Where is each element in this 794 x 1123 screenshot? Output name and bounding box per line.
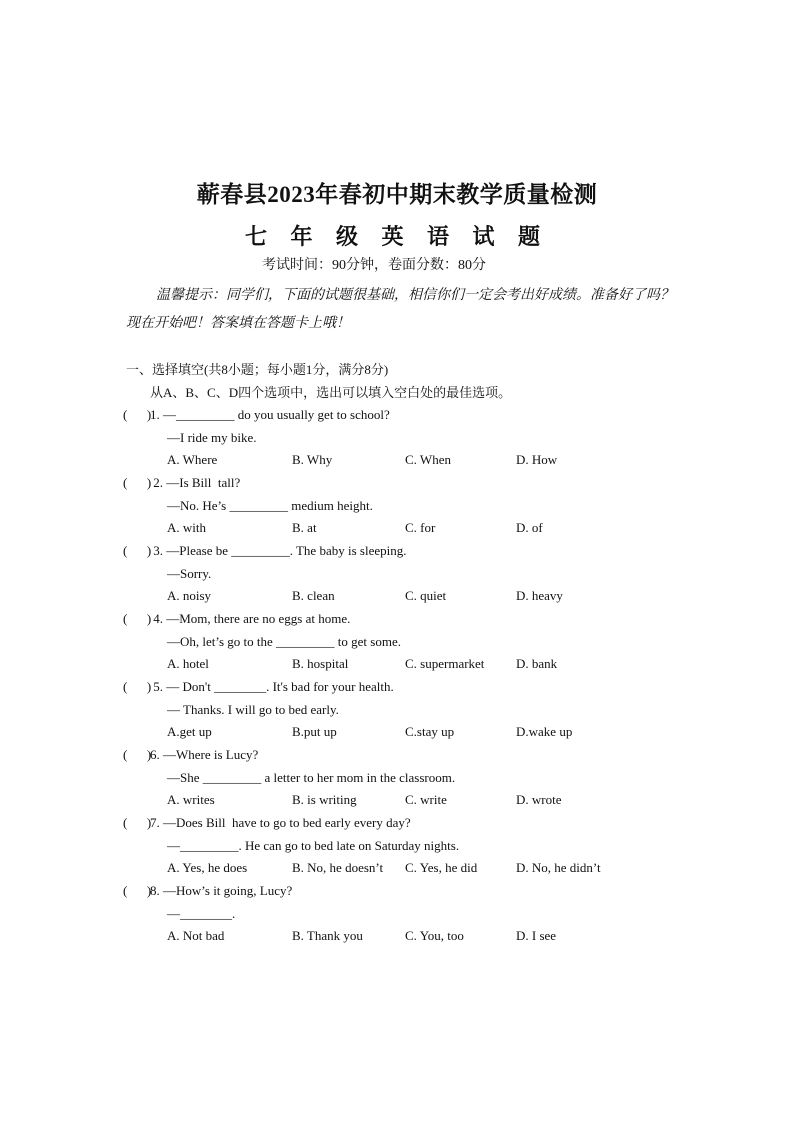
exam-title: 蕲春县2023年春初中期末教学质量检测 xyxy=(196,182,598,207)
answer-bracket: ( ) xyxy=(123,611,152,626)
answer-option: A. Where xyxy=(167,452,218,467)
answer-bracket: ( ) xyxy=(123,475,152,490)
answer-option: A. Not bad xyxy=(167,928,225,943)
question-stem: 4. —Mom, there are no eggs at home. xyxy=(150,611,351,626)
answer-option: C. write xyxy=(405,792,447,807)
answer-option: B. Thank you xyxy=(292,928,363,943)
answer-option: A. noisy xyxy=(167,588,212,603)
answer-option: A.get up xyxy=(167,724,212,739)
question-reply: —Oh, let’s go to the _________ to get some. xyxy=(167,633,401,649)
answer-option: C. Yes, he did xyxy=(405,860,478,875)
section-instruction: 从A、B、C、D四个选项中，选出可以填入空白处的最佳选项。 xyxy=(150,385,512,400)
answer-option: A. writes xyxy=(167,792,215,807)
question-reply: —I ride my bike. xyxy=(167,429,257,445)
warm-tip: 温馨提示：同学们，下面的试题很基础，相信你们一定会考出好成绩。准备好了吗？现在开始吧！答案填在答题卡上哦！ xyxy=(126,288,674,331)
question-reply: — Thanks. I will go to bed early. xyxy=(167,701,339,717)
answer-option: D. wrote xyxy=(516,792,562,807)
answer-option: B. clean xyxy=(292,588,335,603)
question-stem: 1. —_________ do you usually get to school? xyxy=(150,407,390,422)
answer-option: C. When xyxy=(405,452,451,467)
answer-option: D. No, he didn’t xyxy=(516,860,601,875)
answer-option: C.stay up xyxy=(405,724,455,739)
answer-option: B. is writing xyxy=(292,792,357,807)
question-stem: 5. — Don't ________. It's bad for your health. xyxy=(150,679,394,694)
section-heading: 一、选择填空(共8小题；每小题1分，满分8分) xyxy=(126,362,389,377)
question-reply: —No. He’s _________ medium height. xyxy=(167,497,373,513)
answer-option: D. I see xyxy=(516,928,557,943)
answer-option: D. bank xyxy=(516,656,558,671)
answer-option: C. for xyxy=(405,520,436,535)
exam-time-score: 考试时间：90分钟，卷面分数：80分 xyxy=(262,258,486,273)
question-stem: 3. —Please be _________. The baby is sleeping. xyxy=(150,543,407,558)
answer-bracket: ( ) xyxy=(123,815,152,830)
question-reply: —________. xyxy=(167,905,236,921)
question-stem: 2. —Is Bill tall? xyxy=(150,475,241,490)
answer-bracket: ( ) xyxy=(123,543,152,558)
question-reply: —Sorry. xyxy=(167,565,212,581)
answer-option: A. hotel xyxy=(167,656,209,671)
exam-subtitle: 七 年 级 英 语 试 题 xyxy=(244,224,549,249)
answer-option: D. of xyxy=(516,520,543,535)
answer-bracket: ( ) xyxy=(123,883,152,898)
answer-bracket: ( ) xyxy=(123,747,152,762)
answer-bracket: ( ) xyxy=(123,407,152,422)
answer-option: B. at xyxy=(292,520,317,535)
answer-option: A. Yes, he does xyxy=(167,860,248,875)
answer-option: D. How xyxy=(516,452,558,467)
question-stem: 8. —How’s it going, Lucy? xyxy=(150,883,293,898)
answer-option: C. quiet xyxy=(405,588,447,603)
answer-option: B.put up xyxy=(292,724,337,739)
answer-option: C. You, too xyxy=(405,928,464,943)
answer-option: B. No, he doesn’t xyxy=(292,860,384,875)
answer-option: D.wake up xyxy=(516,724,573,739)
answer-option: B. Why xyxy=(292,452,333,467)
answer-option: A. with xyxy=(167,520,206,535)
answer-option: B. hospital xyxy=(292,656,349,671)
question-reply: —She _________ a letter to her mom in the classroom. xyxy=(167,769,456,785)
question-stem: 6. —Where is Lucy? xyxy=(150,747,259,762)
answer-option: C. supermarket xyxy=(405,656,485,671)
answer-option: D. heavy xyxy=(516,588,563,603)
answer-bracket: ( ) xyxy=(123,679,152,694)
question-reply: —_________. He can go to bed late on Saturday nights. xyxy=(167,837,460,853)
question-stem: 7. —Does Bill have to go to bed early every day? xyxy=(150,815,411,830)
